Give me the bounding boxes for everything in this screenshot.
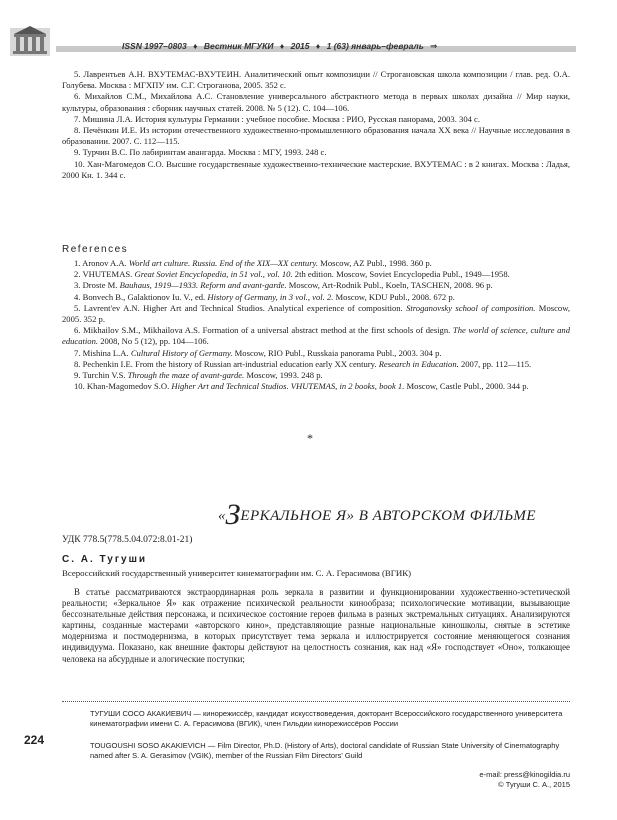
abstract [62,587,570,665]
udk-code: УДК 778.5(778.5.04.072:8.01-21) [62,535,193,545]
ru-reference: 5. Лаврентьев А.Н. ВХУТЕМАС-ВХУТЕИН. Аналитический опыт композиции // Строгановская школа композиции / глав. ред. О.А. Голубева. Москва : МГХПУ им. С.Г. Строганова, 2005. 352 с. [62,69,570,91]
article-title [218,498,536,532]
footnote-divider [62,701,570,702]
en-reference: 8. Pechenkin I.E. From the history of Russian art-industrial education early XX century. Research in Education. 2007, pp. 112—115. [74,358,532,369]
author-name: С. А. Тугуши [62,554,148,565]
author-footnote-en [90,741,570,760]
author-affiliation: Всероссийский государственный университет кинематографии им. С. А. Герасимова (ВГИК) [62,568,412,578]
journal-logo-icon [10,20,52,56]
header-arrow-icon: ⇒ [430,41,438,51]
footnote-contacts [90,770,570,789]
page-header [0,0,617,62]
ru-reference: 8. Печёнкин И.Е. Из истории отечественного художественно-промышленного образования начала ХХ века // Научные исследования в образовании. 2007. С. 112—115. [62,125,570,147]
en-reference: 6. Mikhailov S.M., Mikhailova A.S. Formation of a universal abstract method at the first schools of design. The world of science, culture and education. 2008, No 5 (12), pp. 104—106. [62,325,570,347]
ru-reference: 9. Турчин В.С. По лабиринтам авангарда. Москва : МГУ, 1993. 248 с. [74,147,327,158]
footnote-copyright: © Тугуши С. А., 2015 [498,779,570,789]
ru-reference: 10. Хан-Магомедов С.О. Высшие государственные художественно-технические мастерские. ВХУТЕМАС : в 2 книгах. Москва : Ладья, 2000 Кн. 1. 344 с. [62,158,570,180]
header-sep: ♦ [315,41,321,51]
footnote-email[interactable]: e-mail: press@kinogildia.ru [479,770,570,779]
header-journal: Вестник МГУКИ [203,41,274,51]
author-footnote [90,709,570,728]
en-reference-list [62,258,570,392]
ru-reference: 6. Михайлов С.М., Михайлова А.С. Становление универсального абстрактного метода в первых школах дизайна // Мир науки, культуры, образования : сборник научных статей. 2008. № 5 (12). С. 104—106. [62,91,570,113]
en-reference: 4. Bonvech B., Galaktionov Iu. V., ed. History of Germany, in 3 vol., vol. 2. Moscow, KDU Publ., 2008. 672 p. [74,291,455,302]
header-text [120,41,439,52]
en-reference: 7. Mishina L.A. Cultural History of Germany. Moscow, RIO Publ., Russkaia panorama Publ., 2003. 304 p. [74,347,442,358]
en-reference: 10. Khan-Magomedov S.O. Higher Art and Technical Studios. VHUTEMAS, in 2 books, book 1. Moscow, Castle Publ., 2000. 344 p. [74,381,529,392]
en-reference: 1. Aronov A.A. World art culture. Russia. End of the XIX—XX century. Moscow, AZ Publ., 1998. 360 p. [74,258,432,268]
header-sep: ♦ [193,41,198,51]
abstract-text: В статье рассматриваются экстраординарная роль зеркала в развитии и функционировании художественно-эстетической реальности; «Зеркальное Я» как отражение психической реальности кинообраза; психологические мотивации, вызывающие бессознательные действия персонажа, и психическое состояние героев фильма в разных экстремальных ситуациях. Анализируются картины, созданные мастерами «авторского кино», представляющие разные национальные киношколы, снятые в эстетике модернизма и постмодернизма, в которых присутствует тема зеркала и иллюстрируется состояние меняющегося сознания индивидуума. Показано, как внешние факторы действуют на целостность сознания, как над «Я» господствует «Оно», толкающее человека на абсурдные и алогические поступки; [62,587,570,664]
header-issue: 1 (63) январь–февраль [326,41,424,51]
references-heading: References [62,244,129,255]
header-issn: ISSN 1997–0803 [122,41,187,51]
footnote-en: TOUGOUSHI SOSO AKAKIEVICH — Film Director, Ph.D. (History of Arts), doctoral candidate of Russian State University of Cinematography named after S. A. Gerasimov (VGIK), member of the Russian Film Directors' Guild [90,741,560,760]
page-number: 224 [24,733,45,747]
title-initial: З [225,498,241,531]
ru-reference: 7. Мишина Л.А. История культуры Германии : учебное пособие. Москва : РИО, Русская панорама, 2003. 304 с. [74,113,481,124]
en-reference: 5. Lavrent'ev A.N. Higher Art and Technical Studios. Analytical experience of composition. Stroganovsky school of composition. Moscow, 2005. 352 p. [62,302,570,325]
header-year: 2015 [290,41,310,51]
section-separator: * [307,431,313,445]
title-open-quote: « [218,508,226,524]
title-rest: ЕРКАЛЬНОЕ Я» В АВТОРСКОМ ФИЛЬМЕ [240,508,537,524]
en-reference: 2. VHUTEMAS. Great Soviet Encyclopedia, in 51 vol., vol. 10. 2th edition. Moscow, Soviet Encyclopedia Publ., 1949—1958. [74,269,510,280]
header-sep: ♦ [279,41,285,51]
ru-reference-list [62,69,570,181]
en-reference: 9. Turchin V.S. Through the maze of avant-garde. Moscow, 1993. 248 p. [74,370,323,381]
footnote-ru: ТУГУШИ СОСО АКАКИЕВИЧ — кинорежиссёр, кандидат искусствоведения, докторант Всероссийского государственного университета кинематографии имени С. А. Герасимова (ВГИК), член Гильдии кинорежиссёров России [90,709,563,728]
en-reference: 3. Droste M. Bauhaus, 1919—1933. Reform and avant-garde. Moscow, Art-Rodnik Publ., Koeln, TASCHEN, 2008. 96 p. [74,280,493,291]
